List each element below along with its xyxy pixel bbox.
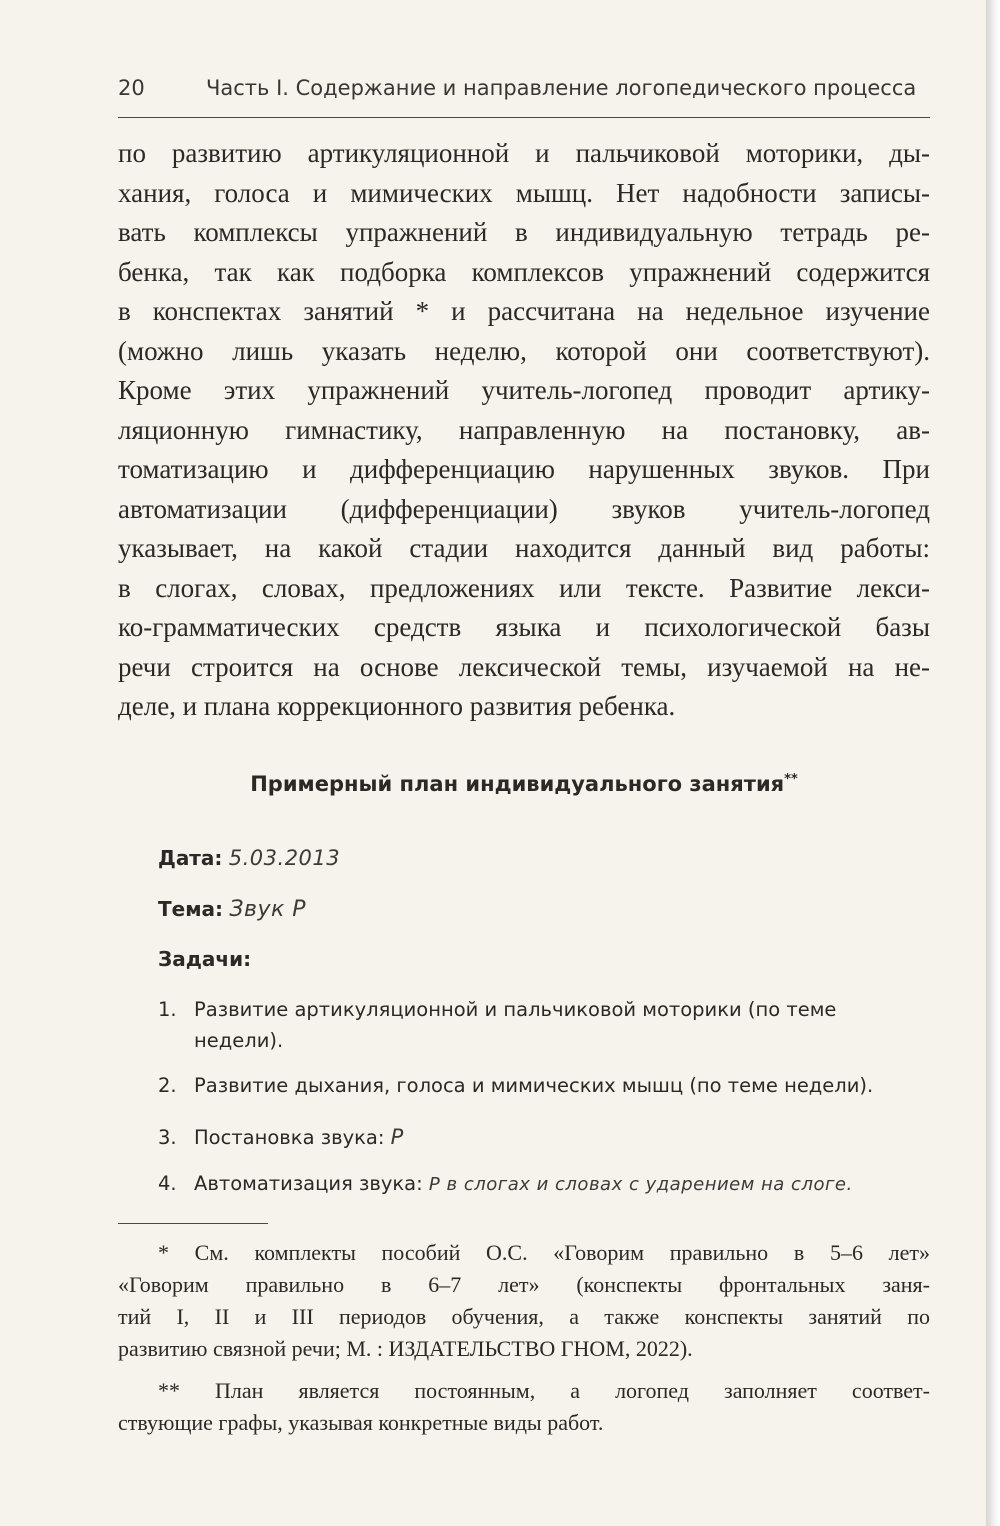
- body-paragraph: [118, 134, 930, 727]
- task-number: 1.: [158, 998, 177, 1021]
- footnote-line: «Говорим правильно в 6–7 лет» (конспекты фронтальных заня-: [118, 1272, 930, 1297]
- task-number: 2.: [158, 1074, 177, 1097]
- list-item: [158, 1122, 933, 1168]
- body-line: бенка, так как подборка комплексов упражнений содержится: [118, 256, 930, 287]
- body-line: деле, и плана коррекционного развития ребенка.: [118, 691, 676, 721]
- body-line: (можно лишь указать неделю, которой они соответствуют).: [118, 335, 930, 366]
- task-text: Автоматизация звука:: [194, 1172, 423, 1195]
- plan-title-mark: **: [784, 772, 798, 787]
- footnote-line: * См. комплекты пособий О.С. «Говорим правильно в 5–6 лет»: [158, 1240, 930, 1265]
- body-line: ко-грамматических средств языка и психологической базы: [118, 612, 930, 642]
- footnote-line: ** План является постоянным, а логопед заполняет соответ-: [158, 1378, 930, 1403]
- body-line: по развитию артикуляционной и пальчиковой моторики, ды-: [118, 138, 930, 168]
- task-number: 4.: [158, 1172, 177, 1195]
- body-line: в конспектах занятий * и рассчитана на недельное изучение: [118, 296, 930, 326]
- body-line: хания, голоса и мимических мышц. Нет надобности записы-: [118, 177, 930, 208]
- list-item: [158, 994, 933, 1070]
- page-edge: [986, 0, 1000, 1526]
- footnote-rule: [118, 1223, 268, 1224]
- footnote-line: тий I, II и III периодов обучения, а также конспекты занятий по: [118, 1304, 930, 1329]
- body-line: Кроме этих упражнений учитель-логопед проводит артику-: [118, 375, 930, 405]
- topic-field: [158, 897, 306, 922]
- footnotes: [118, 1237, 930, 1439]
- plan-title-text: Примерный план индивидуального занятия: [250, 772, 785, 796]
- body-line: в слогах, словах, предложениях или тексте. Развитие лекси-: [118, 572, 930, 603]
- tasks-heading: [158, 947, 251, 971]
- list-item: [158, 1168, 933, 1200]
- header-rule: [118, 117, 930, 118]
- topic-value: Звук Р: [229, 897, 307, 922]
- tasks-label: Задачи:: [158, 947, 252, 971]
- task-text: Постановка звука:: [194, 1126, 385, 1149]
- date-label: Дата:: [158, 846, 223, 870]
- body-line: автоматизации (дифференциации) звуков учитель-логопед: [118, 493, 930, 524]
- date-field: [158, 846, 340, 870]
- running-header: [118, 68, 930, 108]
- running-header-title: Часть I. Содержание и направление логопедического процесса: [206, 76, 917, 100]
- task-handwritten: Р: [390, 1125, 404, 1149]
- topic-label: Тема:: [158, 897, 224, 921]
- body-line: ляционную гимнастику, направленную на постановку, ав-: [118, 414, 930, 445]
- body-line: речи строится на основе лексической темы, изучаемой на не-: [118, 651, 930, 682]
- body-line: указывает, на какой стадии находится данный вид работы:: [118, 533, 930, 563]
- task-text: Развитие дыхания, голоса и мимических мышц (по теме недели).: [194, 1074, 874, 1097]
- body-line: вать комплексы упражнений в индивидуальную тетрадь ре-: [118, 217, 930, 247]
- task-text: недели).: [194, 1029, 284, 1052]
- task-text: Развитие артикуляционной и пальчиковой моторики (по теме: [194, 998, 837, 1021]
- date-value: 5.03.2013: [228, 846, 341, 870]
- body-line: томатизацию и дифференциацию нарушенных звуков. При: [118, 454, 930, 484]
- list-item: [158, 1070, 933, 1122]
- page-number: 20: [118, 76, 145, 100]
- task-handwritten: Р в слогах и словах с ударением на слоге.: [428, 1174, 853, 1195]
- plan-title: [118, 772, 930, 796]
- task-number: 3.: [158, 1126, 177, 1149]
- footnote-line: развитию связной речи; М. : ИЗДАТЕЛЬСТВО ГНОМ, 2022).: [118, 1336, 693, 1361]
- footnote-line: ствующие графы, указывая конкретные виды работ.: [118, 1410, 604, 1435]
- footnote-gap: [118, 1365, 930, 1375]
- tasks-list: [158, 994, 933, 1200]
